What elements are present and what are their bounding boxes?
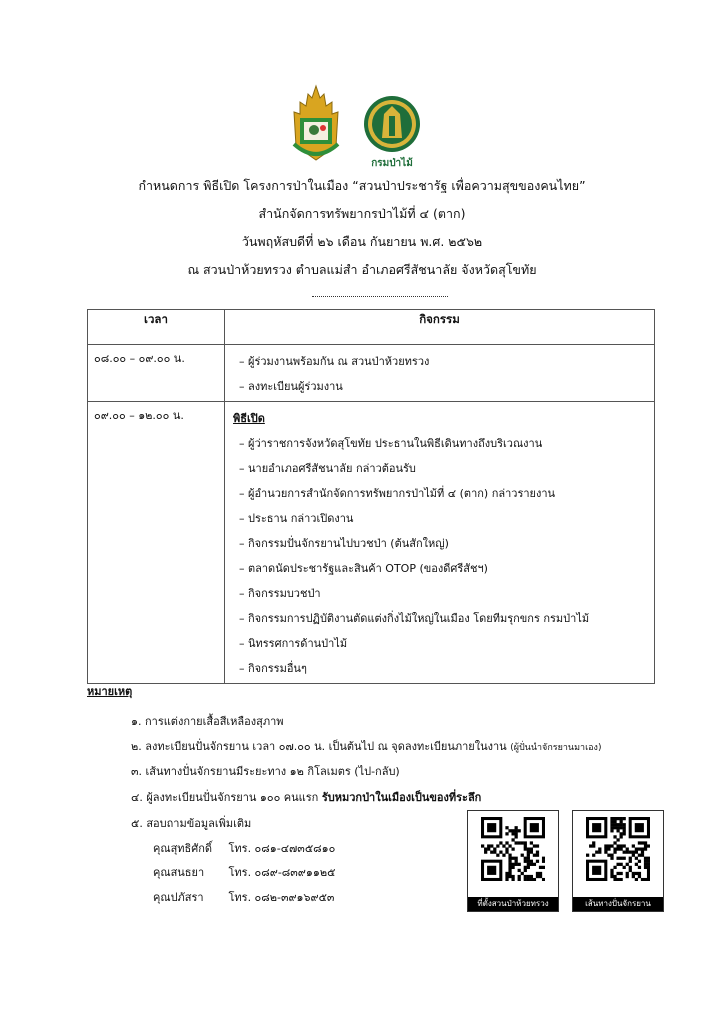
table-header-row bbox=[88, 310, 655, 345]
dotted-divider bbox=[312, 286, 448, 297]
activity-item: – กิจกรรมการปฏิบัติงานตัดแต่งกิ่งไม้ใหญ่ในเมือง โดยทีมรุกขกร กรมป่าไม้ bbox=[239, 612, 590, 625]
qr-code-icon bbox=[481, 817, 545, 881]
contact-row bbox=[153, 888, 334, 906]
note-bold-text: รับหมวกป่าในเมืองเป็นของที่ระลึก bbox=[321, 791, 482, 804]
time-cell: ๐๙.๐๐ – ๑๒.๐๐ น. bbox=[88, 402, 225, 684]
contact-phone: โทร. ๐๘๒-๓๙๑๖๙๕๓ bbox=[228, 891, 335, 904]
contact-phone: โทร. ๐๘๑-๔๗๓๕๘๑๐ bbox=[228, 842, 336, 855]
activity-item: – กิจกรรมบวชป่า bbox=[239, 587, 321, 600]
logos bbox=[0, 84, 724, 170]
header-office: สำนักจัดการทรัพยากรป่าไม้ที่ ๔ (ตาก) bbox=[258, 206, 466, 221]
note-item: ๓. เส้นทางปั่นจักรยานมีระยะทาง ๑๒ กิโลเมตร (ไป-กลับ) bbox=[131, 765, 400, 778]
note-item bbox=[131, 788, 481, 806]
note-item: ๕. สอบถามข้อมูลเพิ่มเติม bbox=[131, 817, 252, 830]
schedule-table bbox=[87, 309, 655, 684]
header-title: กำหนดการ พิธีเปิด โครงการป่าในเมือง “สวนป่าประชารัฐ เพื่อความสุขของคนไทย” bbox=[138, 178, 586, 193]
qr-card-location[interactable] bbox=[467, 810, 559, 912]
contact-name: คุณสนธยา bbox=[153, 866, 205, 879]
contact-row bbox=[153, 839, 335, 857]
qr-caption: เส้นทางปั่นจักรยาน bbox=[573, 897, 663, 911]
note-item: ๑. การแต่งกายเสื้อสีเหลืองสุภาพ bbox=[131, 715, 284, 728]
qr-caption: ที่ตั้งสวนป่าห้วยทรวง bbox=[468, 897, 558, 911]
activity-item: – ผู้ร่วมงานพร้อมกัน ณ สวนป่าห้วยทรวง bbox=[239, 355, 430, 368]
contact-row bbox=[153, 863, 335, 881]
header-date: วันพฤหัสบดีที่ ๒๖ เดือน กันยายน พ.ศ. ๒๕๖๒ bbox=[241, 234, 483, 249]
province-emblem-icon bbox=[286, 84, 346, 164]
activity-item: – ประธาน กล่าวเปิดงาน bbox=[239, 512, 354, 525]
contact-name: คุณปภัสรา bbox=[153, 891, 204, 904]
royal-forest-department-logo bbox=[360, 94, 424, 170]
note-text: ๒. ลงทะเบียนปั่นจักรยาน เวลา ๐๗.๐๐ น. เป็นต้นไป ณ จุดลงทะเบียนภายในงาน bbox=[131, 740, 507, 753]
table-row bbox=[88, 402, 655, 684]
notes-title: หมายเหตุ bbox=[87, 685, 133, 698]
dept-logo-text: กรมป่าไม้ bbox=[371, 158, 413, 169]
header-venue: ณ สวนป่าห้วยทรวง ตำบลแม่สำ อำเภอศรีสัชนาลัย จังหวัดสุโขทัย bbox=[187, 262, 537, 277]
table-row bbox=[88, 345, 655, 402]
time-cell: ๐๘.๐๐ – ๐๙.๐๐ น. bbox=[88, 345, 225, 402]
activity-heading: พิธีเปิด bbox=[233, 412, 265, 425]
activity-item: – ผู้ว่าราชการจังหวัดสุโขทัย ประธานในพิธีเดินทางถึงบริเวณงาน bbox=[239, 437, 543, 450]
note-small-text: (ผู้ปั่นนำจักรยานมาเอง) bbox=[510, 743, 602, 753]
note-item bbox=[131, 737, 601, 755]
note-text: ๔. ผู้ลงทะเบียนปั่นจักรยาน ๑๐๐ คนแรก bbox=[131, 791, 319, 804]
column-header-time: เวลา bbox=[88, 310, 225, 345]
document-header bbox=[0, 172, 724, 284]
activity-cell bbox=[225, 402, 655, 684]
column-header-activity: กิจกรรม bbox=[225, 310, 655, 345]
contact-name: คุณสุทธิศักดิ์ bbox=[153, 842, 213, 855]
activity-item: – กิจกรรมปั่นจักรยานไปบวชป่า (ต้นสักใหญ่) bbox=[239, 537, 449, 550]
activity-cell bbox=[225, 345, 655, 402]
activity-item: – กิจกรรมอื่นๆ bbox=[239, 662, 307, 675]
qr-code-icon bbox=[586, 817, 650, 881]
activity-item: – ผู้อำนวยการสำนักจัดการทรัพยากรป่าไม้ที่ ๔ (ตาก) กล่าวรายงาน bbox=[239, 487, 556, 500]
activity-item: – นายอำเภอศรีสัชนาลัย กล่าวต้อนรับ bbox=[239, 462, 416, 475]
contact-phone: โทร. ๐๘๙-๘๓๙๑๑๒๕ bbox=[228, 866, 336, 879]
activity-item: – ลงทะเบียนผู้ร่วมงาน bbox=[239, 380, 343, 393]
activity-item: – นิทรรศการด้านป่าไม้ bbox=[239, 637, 348, 650]
qr-card-route[interactable] bbox=[572, 810, 664, 912]
activity-item: – ตลาดนัดประชารัฐและสินค้า OTOP (ของดีศรีสัชฯ) bbox=[239, 562, 488, 575]
